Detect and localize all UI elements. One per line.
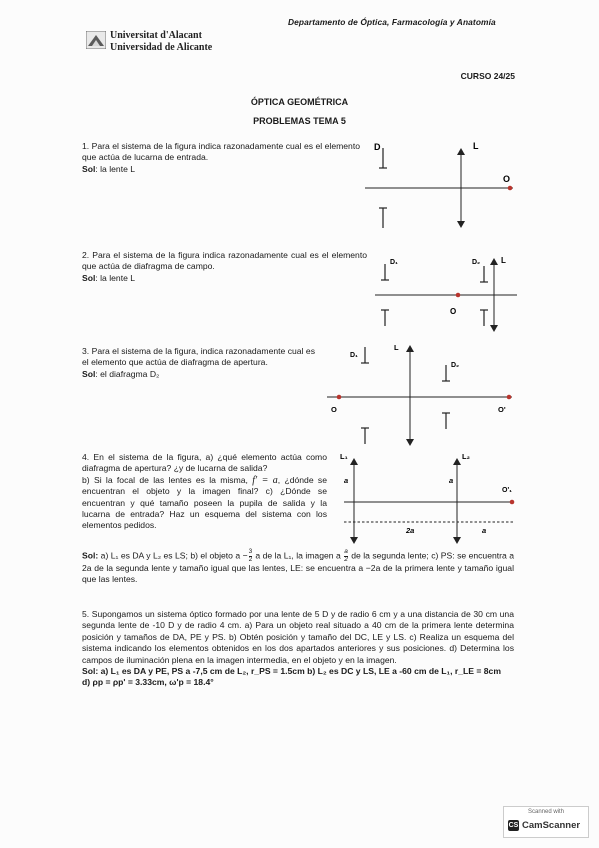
object-point <box>508 186 513 191</box>
label-o: O <box>503 174 511 184</box>
problem-1-text: 1. Para el sistema de la figura indica razonadamente cual es el elemento que actúa de lucarna de entrada. <box>82 141 360 163</box>
image-point <box>510 500 515 505</box>
label-l: L <box>473 141 479 151</box>
section-title: PROBLEMAS TEMA 5 <box>253 116 346 126</box>
problem-2-sol-text: : la lente L <box>95 272 136 283</box>
object-point <box>337 395 342 400</box>
camscanner-logo-icon: CS <box>508 822 519 829</box>
problem-2-text: 2. Para el sistema de la figura indica razonadamente cual es el elemento que actúa de diafragma de campo. <box>82 250 367 272</box>
scanned-with-label: Scanned with <box>527 809 565 815</box>
university-name-spanish: Universidad de Alicante <box>110 42 213 53</box>
fraction-a-halves: $\frac{a}{2}$ <box>344 548 348 563</box>
problem-5-sol-label: Sol: <box>82 666 99 677</box>
problem-3-text: 3. Para el sistema de la figura, indica razonadamente cual es el elemento que actúa de diafragma de apertura. <box>82 346 315 368</box>
problem-1-sol-text: : la lente L <box>95 163 136 174</box>
problem-3-sol-label: Sol <box>82 368 96 379</box>
problem-2 <box>82 250 367 284</box>
problem-4-math-f: f' = a <box>252 474 278 486</box>
problem-4-sol-a: a) L₁ es DA y L₂ es LS; b) el objeto a − <box>98 550 248 561</box>
university-name-valencian: Universitat d'Alacant <box>110 30 202 41</box>
camscanner-label: CamScanner <box>522 820 581 831</box>
label-d1: D₁ <box>350 352 358 359</box>
problem-2-sol-label: Sol <box>82 272 96 283</box>
label-d1: D₁ <box>390 259 398 266</box>
problem-5-sol-line2: d) ρp = ρp' = 3.33cm, ω'p = 18.4° <box>82 677 214 688</box>
problem-4-text-b: b) Si la focal de las lentes es la misma, <box>82 474 248 485</box>
problem-3 <box>82 346 315 380</box>
problem-4 <box>82 452 327 532</box>
problem-5-text: 5. Supongamos un sistema óptico formado por una lente de 5 D y de radio 6 cm y a una distancia de 30 cm una segunda lente de -10 D y de radio 4 cm. a) Para un objeto real situado a 40 cm de la primera lente determina posición y tamaños de DA, PE y PS. b) Obtén posición y tamaño del DC, LE y LS. c) Realiza un esquema del sistema indicando los elementos obtenidos en los dos apartados anteriores y sus posiciones. d) Determina los campos de iluminación plena en la imagen intermedia, en el objeto y en la imagen. <box>82 609 514 665</box>
label-a-bottom: a <box>482 526 487 535</box>
problem-4-sol-label: Sol: <box>82 550 99 561</box>
object-point <box>456 293 461 298</box>
problem-4-text-b-tail: , ¿dónde se encuentran el objeto y la imagen final? c) ¿Dónde se encuentran y qué tamaño poseen la pupila de salida y la lucarna de entrada? Haz un esquema del sistema con los elementos pedidos. <box>82 474 328 531</box>
university-logo-icon <box>86 31 106 49</box>
problem-5-sol-line1: a) L₁ es DA y PE, PS a -7,5 cm de L₂, r_PS = 1.5cm b) L₂ es DC y LS, LE a -60 cm de L₁, r_LE = 8cm <box>98 666 501 677</box>
label-d2: D₂ <box>451 362 460 369</box>
label-o: O <box>331 405 337 414</box>
label-o-prime: O' <box>498 405 506 414</box>
label-l: L <box>501 256 506 265</box>
label-d: D <box>374 142 381 152</box>
problem-4-sol-b: a de la L₁, la imagen a <box>255 550 341 561</box>
camscanner-watermark <box>503 806 589 838</box>
label-d2: D₂ <box>472 259 481 266</box>
label-o-prime-1: O'₁ <box>502 487 513 494</box>
label-a-right: a <box>449 476 454 485</box>
problem-4-figure <box>336 448 521 548</box>
subject-title: ÓPTICA GEOMÉTRICA <box>250 97 349 107</box>
problem-2-figure <box>370 250 522 336</box>
problem-5 <box>82 609 514 689</box>
fraction-three-halves: $\frac{3}{2}$ <box>248 548 253 563</box>
label-l1: L₁ <box>340 452 348 461</box>
problem-1-figure <box>360 138 520 233</box>
problem-4-sol-c: de la segunda lente; c) PS: se encuentra a 2a de la segunda lente y tamaño igual que las lentes, LE: se encuentra a −2a de la primera lente y tamaño igual que las lentes. <box>82 550 515 585</box>
problem-1-sol-label: Sol <box>82 163 96 174</box>
label-2a: 2a <box>406 526 415 535</box>
problem-4-text-a: 4. En el sistema de la figura, a) ¿qué elemento actúa como diafragma de apertura? ¿y de lucarna de salida? <box>82 452 327 474</box>
label-l2: L₂ <box>462 452 470 461</box>
label-a-left: a <box>344 476 349 485</box>
problem-1 <box>82 141 360 175</box>
problem-4-solution <box>82 549 514 586</box>
course-label: CURSO 24/25 <box>460 71 515 81</box>
department-name: Departamento de Óptica, Farmacología y Anatomía <box>288 17 496 27</box>
label-l: L <box>394 343 399 352</box>
problem-3-figure <box>322 341 522 451</box>
image-point <box>507 395 512 400</box>
problem-3-sol-text: : el diafragma D₂ <box>95 368 160 379</box>
label-o: O <box>450 307 457 316</box>
